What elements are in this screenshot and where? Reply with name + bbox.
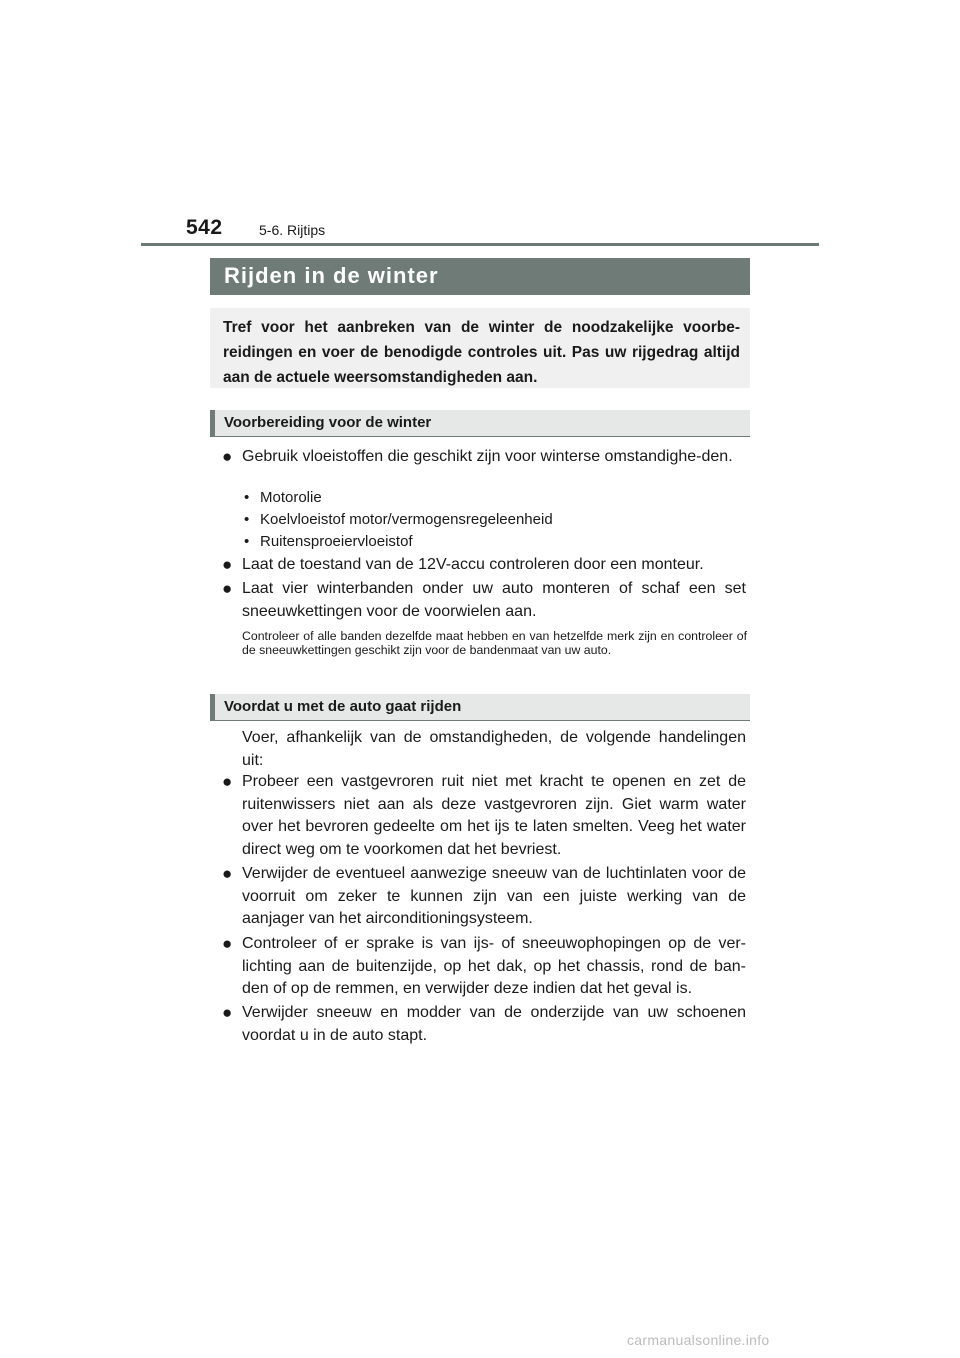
bullet-icon: ● <box>222 447 233 466</box>
bullet-icon: ● <box>222 555 233 574</box>
list-item <box>222 933 746 1001</box>
page-number: 542 <box>186 216 223 239</box>
list-item-text: Gebruik vloeistoffen die geschikt zijn voor winterse omstandighe-den. <box>242 448 733 465</box>
list-item <box>222 554 746 577</box>
sub-list-item <box>244 487 322 509</box>
bullet-icon: ● <box>222 864 233 883</box>
list-item <box>222 578 746 623</box>
intro-box <box>210 308 750 388</box>
sub-bullet-icon: • <box>244 533 250 550</box>
list-item-text: Laat de toestand van de 12V-accu controleren door een monteur. <box>242 556 704 573</box>
sub-bullet-icon: • <box>244 511 250 528</box>
heading-accent <box>210 410 215 436</box>
note-text: Controleer of alle banden dezelfde maat hebben en van hetzelfde merk zijn en controleer of de sneeuwkettingen geschikt zijn voor de bandenmaat van uw auto. <box>242 629 747 657</box>
bullet-icon: ● <box>222 772 233 791</box>
sub-list-item <box>244 531 413 553</box>
heading-accent <box>210 694 215 720</box>
sub-list-item-text: Ruitensproeiervloeistof <box>260 533 413 550</box>
section-label: 5-6. Rijtips <box>259 222 326 238</box>
sub-bullet-icon: • <box>244 489 250 506</box>
bullet-icon: ● <box>222 934 233 953</box>
sub-list-item-text: Koelvloeistof motor/vermogensregeleenheid <box>260 511 553 528</box>
section-heading-before-driving <box>210 694 750 721</box>
list-item <box>222 446 746 469</box>
header-divider <box>141 243 819 246</box>
section-heading-preparation <box>210 410 750 437</box>
list-item <box>222 863 746 931</box>
sub-list-item <box>244 509 553 531</box>
list-item-text: Controleer of er sprake is van ijs- of sneeuwophopingen op de ver-lichting aan de buitenzijde, op het dak, op het chassis, rond de ban-den of op de remmen, en verwijder deze indien dat het geval is. <box>242 935 746 997</box>
list-item <box>222 1002 746 1047</box>
bullet-icon: ● <box>222 579 233 598</box>
list-item-text: Verwijder sneeuw en modder van de onderzijde van uw schoenen voordat u in de auto stapt. <box>242 1004 746 1044</box>
section-heading-label: Voorbereiding voor de winter <box>224 414 432 431</box>
list-item <box>222 771 746 861</box>
bullet-icon: ● <box>222 1003 233 1022</box>
intro-text: Tref voor het aanbreken van de winter de noodzakelijke voorbe-reidingen en voer de benodigde controles uit. Pas uw rijgedrag altijd aan de actuele weersomstandigheden aan. <box>223 319 740 386</box>
section-heading-label: Voordat u met de auto gaat rijden <box>224 698 462 715</box>
sub-list-item-text: Motorolie <box>260 489 322 506</box>
page-title: Rijden in de winter <box>210 258 750 295</box>
section-intro-text: Voer, afhankelijk van de omstandigheden, de volgende handelingen uit: <box>242 729 746 769</box>
list-item-text: Laat vier winterbanden onder uw auto monteren of schaf een set sneeuwkettingen voor de voorwielen aan. <box>242 580 746 620</box>
watermark: carmanualsonline.info <box>627 1332 770 1348</box>
list-item-text: Probeer een vastgevroren ruit niet met kracht te openen en zet de ruitenwissers niet aan als deze vastgevroren zijn. Giet warm water over het bevroren gedeelte om het ijs te laten smelten. Veeg het water direct weg om te voorkomen dat het bevriest. <box>242 773 746 858</box>
list-item-text: Verwijder de eventueel aanwezige sneeuw van de luchtinlaten voor de voorruit om zeker te kunnen zijn van een juiste werking van de aanjager van het airconditioningsysteem. <box>242 865 746 927</box>
